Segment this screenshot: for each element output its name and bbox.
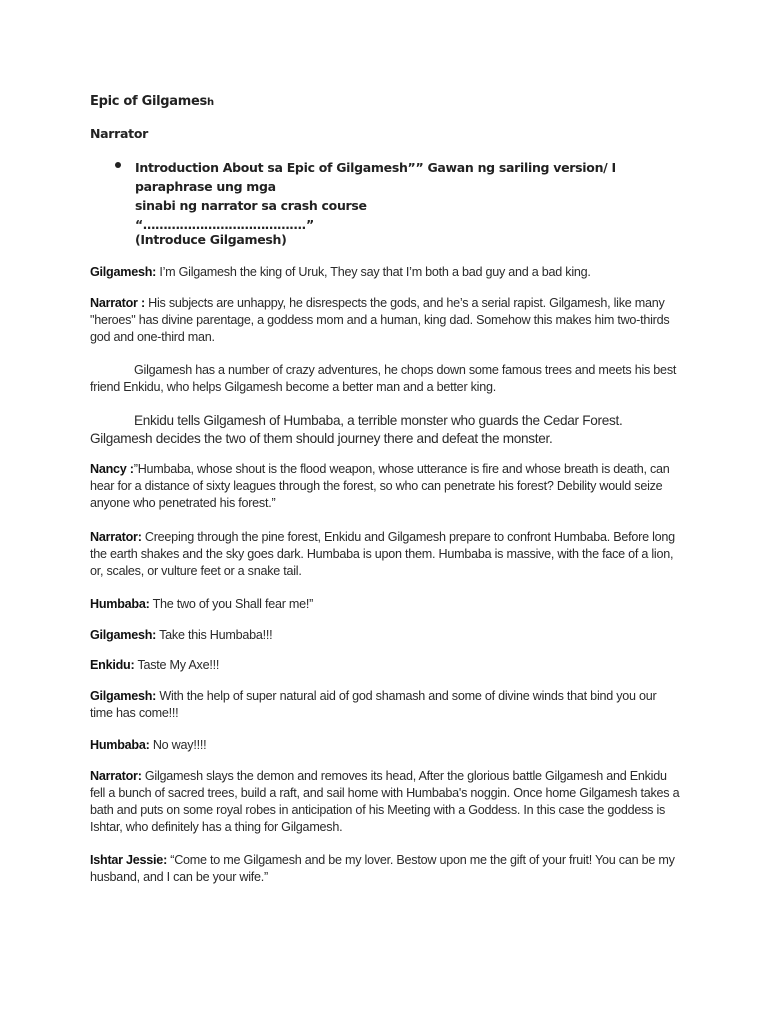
title-text: Epic of Gilgames [90, 94, 207, 109]
narration-paragraph [90, 412, 680, 448]
dialogue-paragraph [90, 768, 680, 836]
title-tail: h [206, 97, 214, 108]
speaker-label: Narrator: [90, 769, 142, 783]
paragraph-text: His subjects are unhappy, he disrespects the gods, and he’s a serial rapist. Gilgamesh, like many "heroes" has divine parentage, a goddess mom and a human, king dad. Somehow this makes him two-thirds god and one-third man. [90, 296, 670, 344]
bullet-line: sinabi ng narrator sa crash course [135, 198, 367, 213]
dialogue-paragraph [90, 657, 680, 674]
dialogue-paragraph [90, 627, 680, 644]
paragraph-text: Gilgamesh has a number of crazy adventures, he chops down some famous trees and meets his best friend Enkidu, who helps Gilgamesh become a better man and a better king. [90, 363, 677, 394]
speaker-label: Gilgamesh: [90, 628, 157, 642]
dialogue-paragraph [90, 596, 680, 613]
dialogue-paragraph [90, 737, 680, 754]
speaker-label: Gilgamesh: [90, 689, 157, 703]
paragraph-text: I’m Gilgamesh the king of Uruk, They say that I’m both a bad guy and a bad king. [156, 265, 591, 279]
dialogue-paragraph [90, 295, 680, 346]
narrator-heading: Narrator [90, 126, 148, 141]
bullet-text [135, 158, 680, 234]
speaker-label: Nancy : [90, 462, 134, 476]
paragraph-text: The two of you Shall fear me!” [149, 597, 314, 611]
paragraph-text: Gilgamesh slays the demon and removes its head, After the glorious battle Gilgamesh and Enkidu fell a bunch of sacred trees, build a raft, and sail home with Humbaba's noggin. Once home Gilgamesh takes a bath and puts on some royal robes in anticipation of his Meeting with a Goddess. In this case the goddess is Ishtar, who definitely has a thing for Gilgamesh. [90, 769, 680, 834]
paragraph-text: Take this Humbaba!!! [156, 628, 273, 642]
dialogue-paragraph [90, 688, 680, 722]
bullet-line: Introduction About sa Epic of Gilgamesh”” Gawan ng sariling version/ I paraphrase ung mga [135, 160, 616, 194]
paragraph-text: “Come to me Gilgamesh and be my lover. Bestow upon me the gift of your fruit! You can be my husband, and I can be your wife.” [90, 853, 675, 884]
bullet-line: “………………………………….” [135, 217, 314, 232]
speaker-label: Enkidu: [90, 658, 135, 672]
bullet-icon [115, 162, 121, 168]
paragraph-text: Taste My Axe!!! [134, 658, 220, 672]
dialogue-paragraph [90, 264, 680, 281]
paragraph-text: Enkidu tells Gilgamesh of Humbaba, a terrible monster who guards the Cedar Forest. Gilgamesh decides the two of them should journey there and defeat the monster. [90, 413, 623, 446]
speaker-label: Ishtar Jessie: [90, 853, 168, 867]
paragraph-text: No way!!!! [149, 738, 207, 752]
paragraph-text: ”Humbaba, whose shout is the flood weapon, whose utterance is fire and whose breath is death, can hear for a distance of sixty leagues through the forest, so who can penetrate his forest? Debility would seize anyone who penetrated his forest.” [90, 462, 670, 510]
paragraph-text: With the help of super natural aid of god shamash and some of divine winds that bind you our time has come!!! [90, 689, 657, 720]
bullet-item [90, 158, 680, 234]
dialogue-paragraph [90, 529, 680, 580]
narration-paragraph [90, 362, 680, 396]
dialogue-paragraph [90, 461, 680, 512]
speaker-label: Gilgamesh: [90, 265, 157, 279]
introduce-note: (Introduce Gilgamesh) [135, 232, 287, 247]
paragraph-text: Creeping through the pine forest, Enkidu and Gilgamesh prepare to confront Humbaba. Before long the earth shakes and the sky goes dark. Humbaba is upon them. Humbaba is massive, with the face of a lion, or, scales, or vulture feet or a snake tail. [90, 530, 675, 578]
document-title [90, 94, 214, 109]
dialogue-paragraph [90, 852, 680, 886]
speaker-label: Humbaba: [90, 738, 150, 752]
speaker-label: Narrator : [90, 296, 145, 310]
speaker-label: Humbaba: [90, 597, 150, 611]
speaker-label: Narrator: [90, 530, 142, 544]
